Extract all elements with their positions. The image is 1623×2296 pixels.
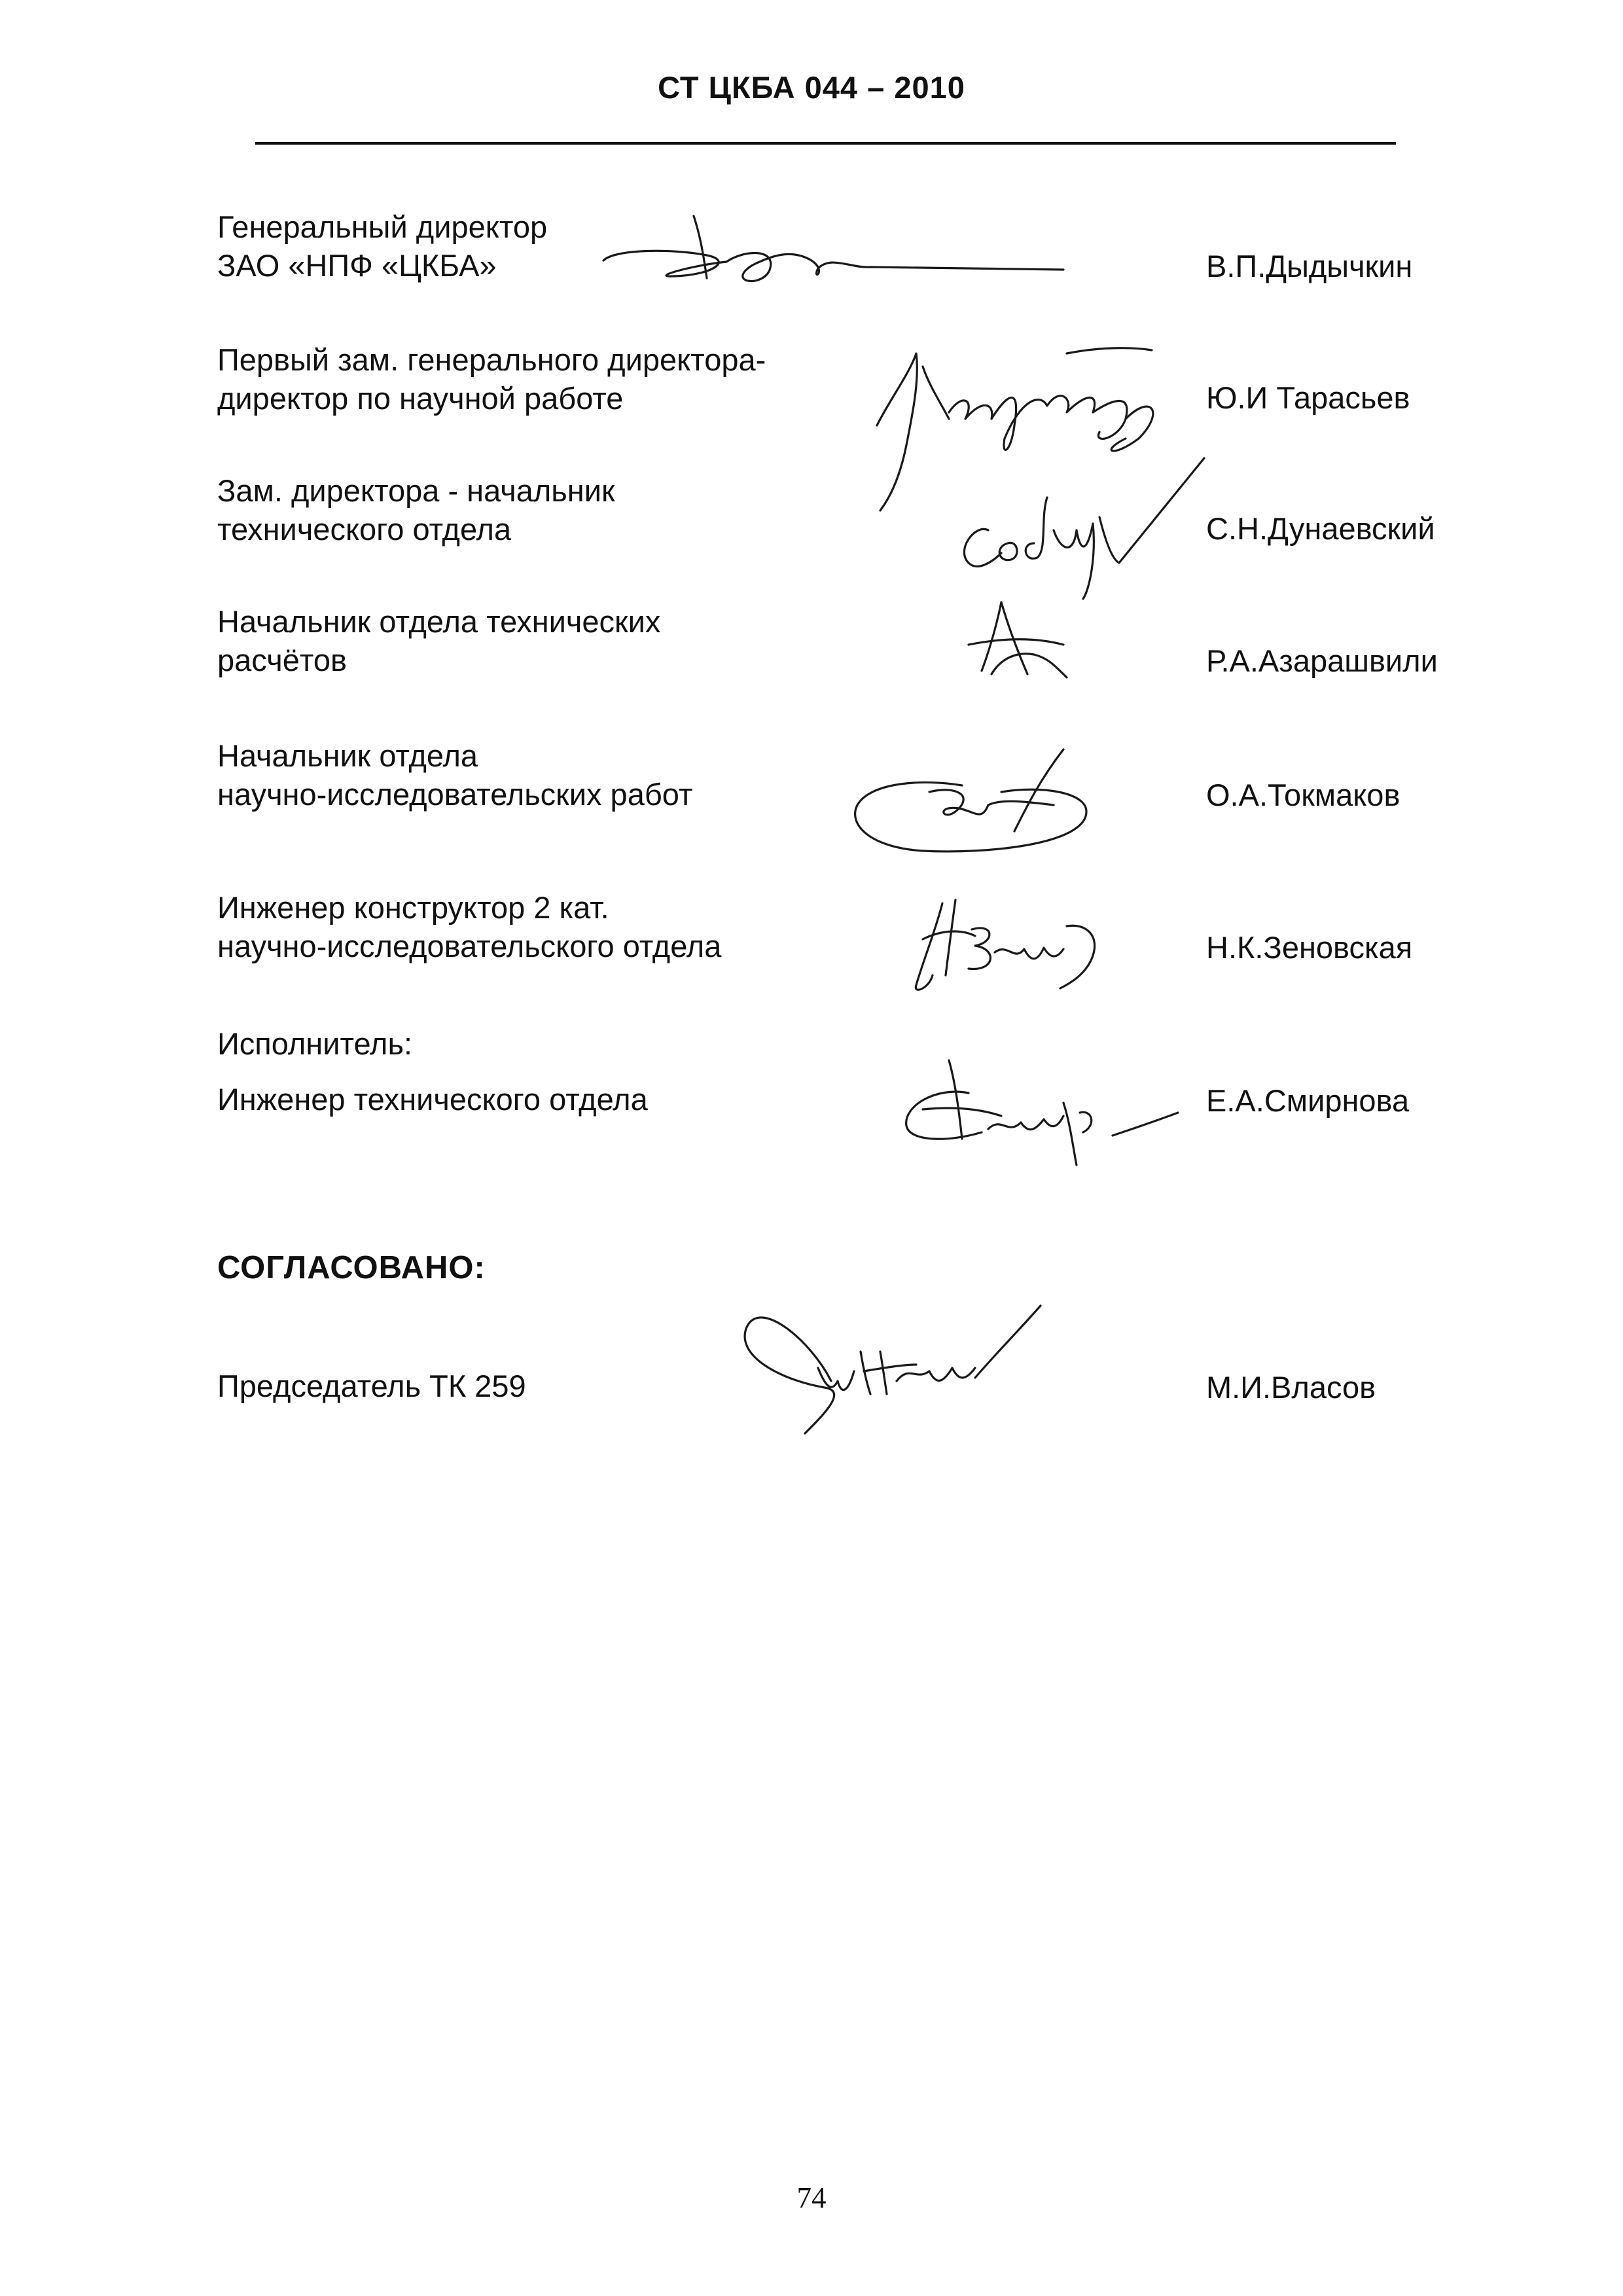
position-line: Начальник отдела	[217, 738, 478, 773]
signature-dydychkin	[596, 209, 1073, 301]
signatory-position	[217, 207, 547, 285]
position-line: научно-исследовательского отдела	[217, 929, 722, 963]
signatory-position	[217, 471, 615, 548]
agreed-heading: СОГЛАСОВАНО:	[217, 1250, 486, 1285]
position-line: ЗАО «НПФ «ЦКБА»	[217, 248, 497, 283]
header-rule	[255, 142, 1396, 145]
signatory-name: В.П.Дыдычкин	[1206, 249, 1413, 283]
executor-name: Е.А.Смирнова	[1206, 1083, 1410, 1118]
executor-position: Инженер технического отдела	[217, 1082, 648, 1117]
signatory-name: С.Н.Дунаевский	[1206, 511, 1435, 546]
signatory-position	[217, 340, 766, 418]
executor-label: Исполнитель:	[217, 1026, 413, 1061]
position-line: технического отдела	[217, 512, 512, 547]
signatory-position	[217, 888, 721, 965]
signatory-name: Р.А.Азарашвили	[1206, 643, 1438, 678]
position-line: Первый зам. генерального директора-	[217, 342, 766, 377]
signature-dunaevsky	[942, 445, 1217, 602]
position-line: Начальник отдела технических	[217, 604, 661, 639]
signatory-name: Ю.И Тарасьев	[1206, 380, 1410, 415]
position-line: расчётов	[217, 643, 347, 677]
signatory-name: Н.К.Зеновская	[1206, 930, 1413, 965]
signatory-name: О.А.Токмаков	[1206, 778, 1400, 812]
signature-smirnova	[897, 1050, 1185, 1175]
signature-vlasov	[733, 1302, 1073, 1440]
signature-zenovskaya	[903, 890, 1126, 995]
position-line: Генеральный директор	[217, 209, 548, 244]
position-line: Инженер конструктор 2 кат.	[217, 890, 609, 925]
signatory-position	[217, 736, 692, 814]
position-line: Зам. директора - начальник	[217, 473, 615, 508]
signature-azarashvili	[955, 599, 1086, 684]
document-code-header: СТ ЦКБА 044 – 2010	[658, 70, 965, 105]
position-line: директор по научной работе	[217, 381, 624, 416]
position-line: научно-исследовательских работ	[217, 777, 693, 812]
agreed-position: Председатель ТК 259	[217, 1369, 526, 1403]
page-number: 74	[796, 2181, 827, 2214]
agreed-name: М.И.Власов	[1206, 1370, 1376, 1405]
signatory-position	[217, 602, 660, 679]
signature-tokmakov	[844, 740, 1099, 864]
